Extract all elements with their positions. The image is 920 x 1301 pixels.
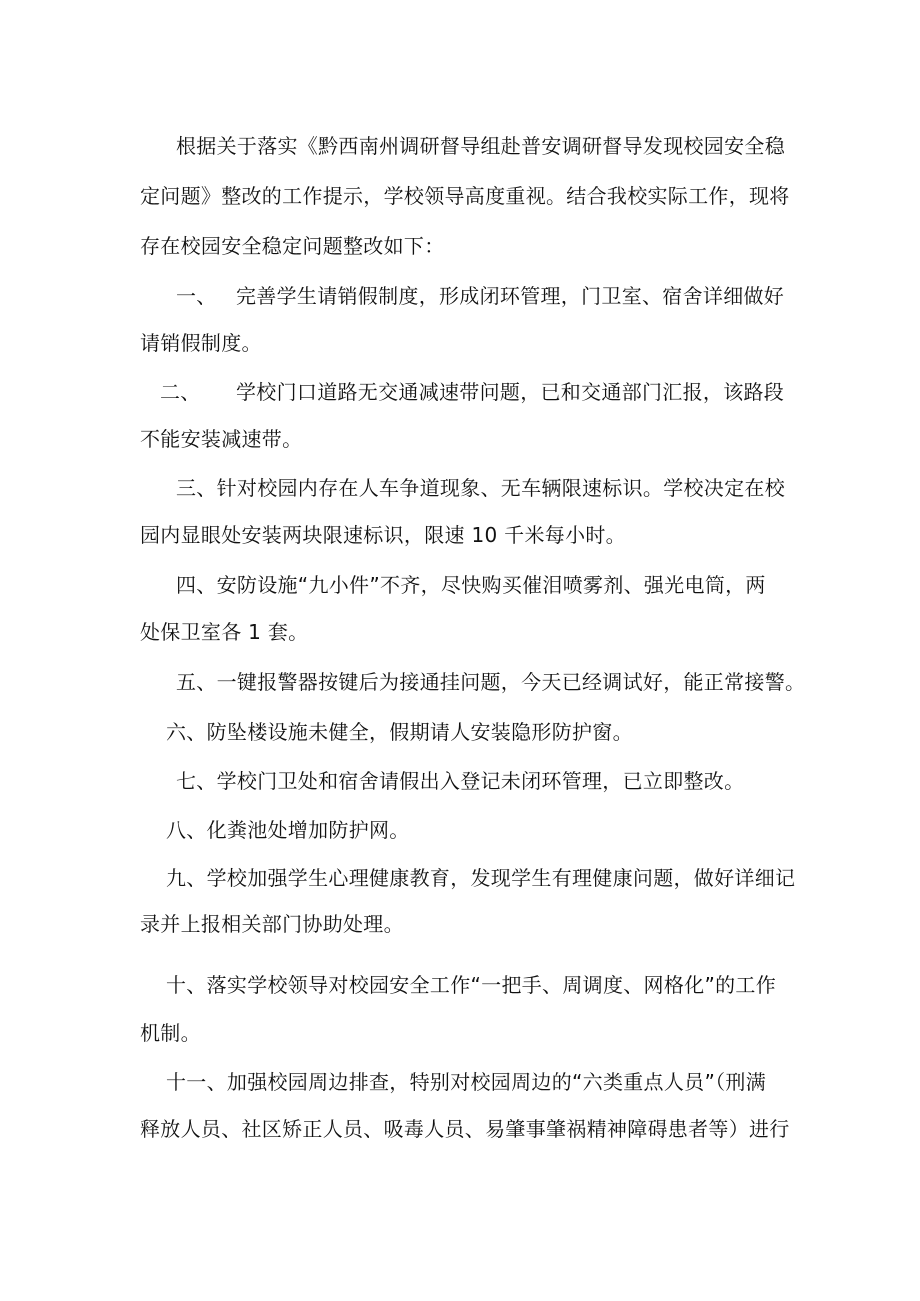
item-text: 六、防坠楼设施未健全，假期请人安装隐形防护窗。	[166, 720, 633, 744]
item-continuation: 不能安装减速带。	[140, 427, 303, 451]
intro-line: 存在校园安全稳定问题整改如下：	[140, 234, 445, 258]
intro-line: 定问题》整改的工作提示，学校领导高度重视。结合我校实际工作，现将	[140, 184, 790, 208]
item-text: 完善学生请销假制度，形成闭环管理，门卫室、宿舍详细做好	[236, 284, 785, 308]
item-text: 十、落实学校领导对校园安全工作“一把手、周调度、网格化”的工作	[166, 973, 777, 997]
intro-line: 根据关于落实《黔西南州调研督导组赴普安调研督导发现校园安全稳	[176, 134, 785, 158]
item-text: 十一、加强校园周边排查，特别对校园周边的“六类重点人员”（刑满	[166, 1070, 767, 1094]
item-text: 学校门口道路无交通减速带问题，已和交通部门汇报，该路段	[236, 380, 785, 404]
item-continuation: 机制。	[140, 1021, 201, 1045]
item-continuation: 请销假制度。	[140, 331, 262, 355]
item-marker: 一、	[176, 284, 217, 308]
item-continuation: 释放人员、社区矫正人员、吸毒人员、易肇事肇祸精神障碍患者等）进行	[140, 1117, 790, 1141]
item-text: 七、学校门卫处和宿舍请假出入登记未闭环管理，已立即整改。	[176, 769, 745, 793]
item-marker: 二、	[160, 380, 201, 404]
item-text: 三、针对校园内存在人车争道现象、无车辆限速标识。学校决定在校	[176, 476, 785, 500]
item-text: 八、化粪池处增加防护网。	[166, 818, 410, 842]
item-continuation: 录并上报相关部门协助处理。	[140, 912, 404, 936]
item-continuation: 处保卫室各 1 套。	[140, 620, 309, 644]
item-text: 四、安防设施“九小件”不齐，尽快购买催泪喷雾剂、强光电筒，两	[176, 573, 766, 597]
item-text: 五、一键报警器按键后为接通挂问题，今天已经调试好，能正常接警。	[176, 670, 806, 694]
item-text: 九、学校加强学生心理健康教育，发现学生有理健康问题，做好详细记	[166, 866, 796, 890]
item-continuation: 园内显眼处安装两块限速标识，限速 10 千米每小时。	[140, 523, 626, 547]
